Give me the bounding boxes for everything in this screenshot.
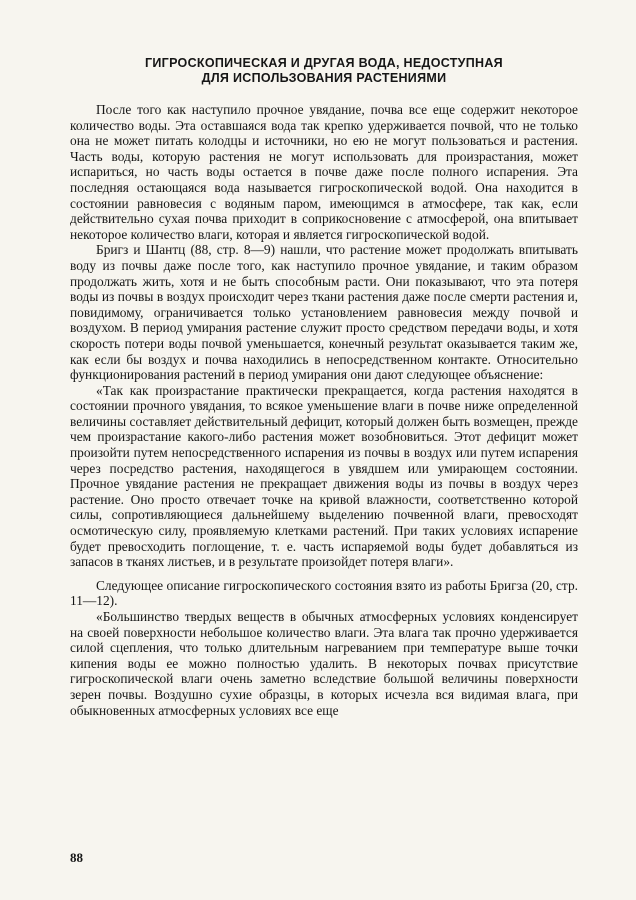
paragraph-4: Следующее описание гигроскопического состояния взято из работы Бригза (20, стр. 11—12). — [70, 577, 578, 609]
section-title-line-1: ГИГРОСКОПИЧЕСКАЯ И ДРУГАЯ ВОДА, НЕДОСТУПНАЯ — [145, 56, 503, 70]
body-text — [70, 102, 578, 718]
paragraph-5-quote: «Большинство твердых веществ в обычных атмосферных условиях конденсирует на своей поверхности небольшое количество влаги. Эта влага так прочно удерживается силой сцепления, что только длительным нагреванием при температуре выше точки кипения воды ее можно полностью удалить. В некоторых почвах присутствие гигроскопической влаги очень заметно вследствие большой величины поверхности зерен почвы. Воздушно сухие образцы, в которых исчезла вся видимая влага, при обыкновенных атмосферных условиях все еще — [70, 609, 578, 718]
paragraph-3-quote: «Так как произрастание практически прекращается, когда растения находятся в состоянии прочного увядания, то всякое уменьшение влаги в почве ниже определенной величины составляет действительный дефицит, который должен быть возмещен, прежде чем произрастание какого-либо растения может возобновиться. Этот дефицит может произойти путем непосредственного испарения из почвы в воздух или путем испарения через посредство растения, находящегося в увядшем или умирающем состоянии. Прочное увядание растения не прекращает движения воды из почвы в воздух через растение. Оно просто отвечает точке на кривой влажности, соответственно которой силы, сопротивляющиеся дальнейшему выделению почвенной влаги, превосходят осмотическую силу, проявляемую клетками растений. При таких условиях испарение будет превосходить поглощение, т. е. часть испаряемой воды будет добавляться из запасов в тканях листьев, и в результате произойдет потеря влаги». — [70, 382, 578, 570]
section-title-line-2: ДЛЯ ИСПОЛЬЗОВАНИЯ РАСТЕНИЯМИ — [201, 71, 447, 85]
paragraph-2: Бригз и Шантц (88, стр. 8—9) нашли, что растение может продолжать впитывать воду из почвы даже после того, как наступило прочное увядание, и таким образом продолжать жить, хотя и не быть способным расти. Они показывают, что эта потеря воды из почвы в воздух происходит через ткани растения даже после смерти растения и, повидимому, ограничивается только установлением равновесия между почвой и воздухом. В период умирания растение служит просто средством передачи воды, и хотя скорость потери воды почвой уменьшается, конечный результат оказывается таким же, как если бы воздух и почва находились в непосредственном контакте. Относительно функционирования растений в период умирания они дают следующее объяснение: — [70, 242, 578, 383]
page-number: 88 — [70, 850, 83, 865]
paragraph-1: После того как наступило прочное увядание, почва все еще содержит некоторое количество воды. Эта оставшаяся вода так крепко удерживается почвой, что не только она не может питать колодцы и источники, но ею не могут пользоваться и растения. Часть воды, которую растения не могут использовать для произрастания, может испариться, но часть воды остается в почве даже после полного испарения. Эта последняя остающаяся вода называется гигроскопической водой. Она находится в состоянии равновесия с водяным паром, имеющимся в атмосфере, так как, если действительно сухая почва приходит в соприкосновение с атмосферой, она впитывает некоторое количество влаги, которая и является гигроскопической водой. — [70, 102, 578, 242]
section-title — [70, 56, 578, 86]
